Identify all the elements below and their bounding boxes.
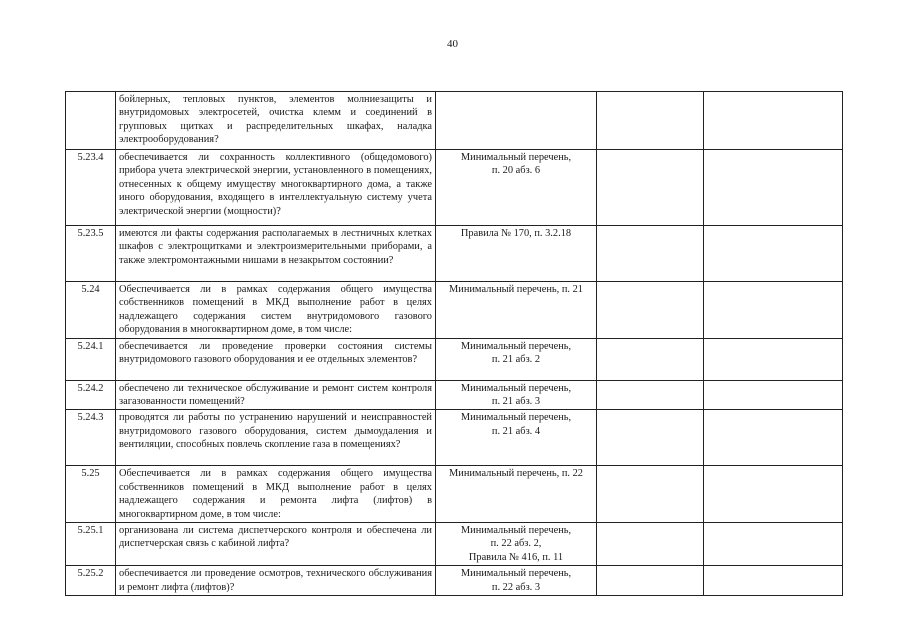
item-number: 5.25.1 xyxy=(66,523,116,566)
reference-line: Минимальный перечень, п. 21 xyxy=(449,284,583,295)
item-number: 5.24.3 xyxy=(66,410,116,466)
legal-reference xyxy=(436,466,597,523)
table-row xyxy=(66,226,843,282)
checklist-table xyxy=(65,91,843,596)
note-cell xyxy=(704,380,843,410)
note-cell xyxy=(704,226,843,282)
table-row xyxy=(66,380,843,410)
answer-cell xyxy=(597,338,704,380)
note-cell xyxy=(704,92,843,150)
legal-reference xyxy=(436,380,597,410)
answer-cell xyxy=(597,150,704,226)
reference-line: п. 21 абз. 4 xyxy=(491,425,541,437)
note-cell xyxy=(704,338,843,380)
answer-cell xyxy=(597,226,704,282)
reference-line: п. 21 абз. 3 xyxy=(491,396,541,408)
legal-reference xyxy=(436,150,597,226)
item-number: 5.23.5 xyxy=(66,226,116,282)
item-number: 5.24.1 xyxy=(66,338,116,380)
legal-reference xyxy=(436,410,597,466)
reference-line: Минимальный перечень, xyxy=(460,340,572,352)
note-cell xyxy=(704,566,843,596)
item-number: 5.24.2 xyxy=(66,380,116,410)
legal-reference xyxy=(436,92,597,150)
reference-line: Минимальный перечень, п. 22 xyxy=(449,468,583,480)
item-number: 5.24 xyxy=(66,282,116,339)
question-text: Обеспечивается ли в рамках содержания общего имущества собственников помещений в МКД выполнение работ в целях надлежащего содержания систем внутридомового газового оборудования в многоквартирном доме, в том числе: xyxy=(116,282,436,339)
answer-cell xyxy=(597,92,704,150)
question-text: бойлерных, тепловых пунктов, элементов молниезащиты и внутридомовых электросетей, очистка клемм и соединений в групповых щитках и распределительных шкафах, наладка электрооборудования? xyxy=(116,92,436,150)
question-text: проводятся ли работы по устранению нарушений и неисправностей внутридомового газового оборудования, систем дымоудаления и вентиляции, способных повлечь скопление газа в помещениях? xyxy=(116,410,436,466)
note-cell xyxy=(704,523,843,566)
question-text: имеются ли факты содержания располагаемых в лестничных клетках шкафов с электрощитками и электроизмерительными приборами, а также электромонтажными нишами в незакрытом состоянии? xyxy=(116,226,436,282)
answer-cell xyxy=(597,566,704,596)
reference-line: Правила № 416, п. 11 xyxy=(468,551,564,563)
answer-cell xyxy=(597,410,704,466)
reference-line: Минимальный перечень, xyxy=(460,525,572,537)
note-cell xyxy=(704,282,843,339)
item-number: 5.25.2 xyxy=(66,566,116,596)
answer-cell xyxy=(597,523,704,566)
reference-line: п. 22 абз. 3 xyxy=(491,581,541,593)
question-text: организована ли система диспетчерского контроля и обеспечена ли диспетчерская связь с кабиной лифта? xyxy=(116,523,436,566)
question-text: Обеспечивается ли в рамках содержания общего имущества собственников помещений в МКД выполнение работ в целях надлежащего содержания и ремонта лифта (лифтов) в многоквартирном доме, в том числе: xyxy=(116,466,436,523)
question-text: обеспечивается ли проведение проверки состояния системы внутридомового газового оборудования и ее отдельных элементов? xyxy=(116,338,436,380)
table-row xyxy=(66,150,843,226)
answer-cell xyxy=(597,380,704,410)
table-row xyxy=(66,92,843,150)
item-number xyxy=(66,92,116,150)
table-row xyxy=(66,523,843,566)
legal-reference xyxy=(436,226,597,282)
reference-line: Правила № 170, п. 3.2.18 xyxy=(460,228,572,239)
reference-line: п. 22 абз. 2, xyxy=(490,538,542,550)
answer-cell xyxy=(597,466,704,523)
legal-reference xyxy=(436,338,597,380)
item-number: 5.25 xyxy=(66,466,116,523)
note-cell xyxy=(704,410,843,466)
table-row xyxy=(66,282,843,339)
page-number: 40 xyxy=(447,38,458,50)
reference-line: Минимальный перечень, xyxy=(460,152,572,163)
table-row xyxy=(66,338,843,380)
note-cell xyxy=(704,150,843,226)
reference-line: Минимальный перечень, xyxy=(460,568,572,580)
legal-reference xyxy=(436,523,597,566)
table-row xyxy=(66,566,843,596)
question-text: обеспечено ли техническое обслуживание и ремонт систем контроля загазованности помещений? xyxy=(116,380,436,410)
legal-reference xyxy=(436,566,597,596)
table-row xyxy=(66,410,843,466)
reference-line: Минимальный перечень, xyxy=(460,412,572,424)
table-row xyxy=(66,466,843,523)
question-text: обеспечивается ли сохранность коллективного (общедомового) прибора учета электрической энергии, установленного в помещениях, отнесенных к общему имуществу многоквартирного дома, а также иного оборудования, входящего в интеллектуальную систему учета электрической энергии (мощности)? xyxy=(116,150,436,226)
answer-cell xyxy=(597,282,704,339)
item-number: 5.23.4 xyxy=(66,150,116,226)
note-cell xyxy=(704,466,843,523)
legal-reference xyxy=(436,282,597,339)
reference-line: Минимальный перечень, xyxy=(460,382,572,394)
reference-line: п. 21 абз. 2 xyxy=(491,354,541,366)
table-body xyxy=(66,92,843,596)
reference-line: п. 20 абз. 6 xyxy=(491,165,541,177)
question-text: обеспечивается ли проведение осмотров, технического обслуживания и ремонт лифта (лифтов)? xyxy=(116,566,436,596)
